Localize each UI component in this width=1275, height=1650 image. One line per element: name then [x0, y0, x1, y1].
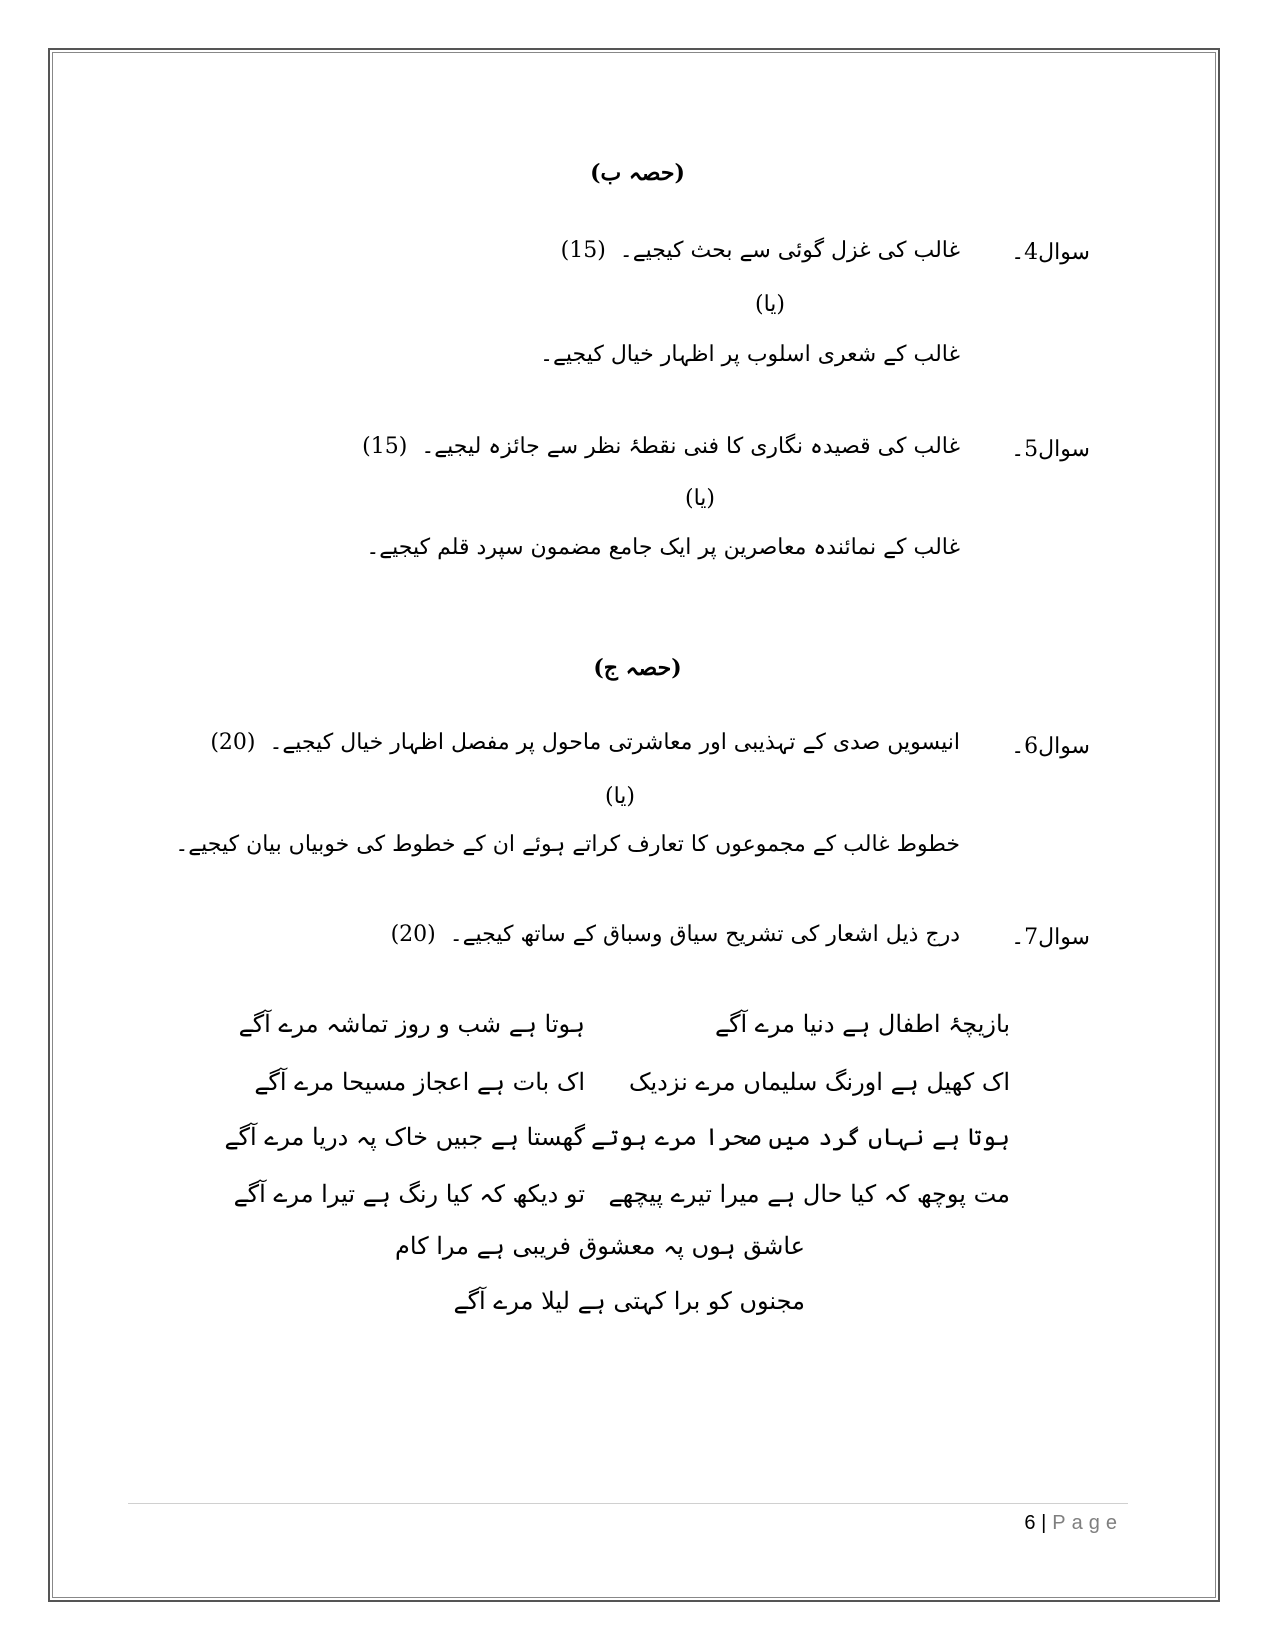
couplet-4-second: تو دیکھ کہ کیا رنگ ہے تیرا مرے آگے — [233, 1180, 585, 1208]
page-footer — [1024, 1512, 1123, 1535]
question-4-row — [561, 238, 960, 264]
question-6-row — [210, 730, 960, 756]
question-4-marks: (15) — [560, 238, 606, 263]
final-couplet-second: مجنوں کو برا کہتی ہے لیلا مرے آگے — [453, 1287, 805, 1315]
question-7-row — [391, 922, 960, 948]
question-5-alternative: غالب کے نمائندہ معاصرین پر ایک جامع مضمون سپرد قلم کیجیے۔ — [366, 535, 960, 560]
question-7-text: درج ذیل اشعار کی تشریح سیاق وسباق کے ساتھ کیجیے۔ — [449, 922, 960, 947]
section-b-heading: (حصہ ب) — [590, 160, 685, 186]
footer-separator: | — [1041, 1512, 1047, 1534]
question-6-marks: (20) — [210, 730, 256, 755]
question-7-label: سوال7۔ — [1011, 925, 1090, 950]
couplet-3-first: ہوتا ہے نہاں گرد میں صحرا مرے ہوتے — [590, 1123, 1010, 1151]
question-5-marks: (15) — [362, 434, 408, 459]
question-6-label: سوال6۔ — [1011, 734, 1090, 759]
question-4-alternative: غالب کے شعری اسلوب پر اظہار خیال کیجیے۔ — [540, 342, 960, 367]
page-border-inner — [52, 52, 1216, 1598]
final-couplet-first: عاشق ہوں پہ معشوق فریبی ہے مرا کام — [395, 1232, 805, 1260]
question-5-label: سوال5۔ — [1011, 437, 1090, 462]
question-6-alternative: خطوط غالب کے مجموعوں کا تعارف کراتے ہوئے ان کے خطوط کی خوبیاں بیان کیجیے۔ — [175, 832, 960, 857]
couplet-4-first: مت پوچھ کہ کیا حال ہے میرا تیرے پیچھے — [608, 1180, 1010, 1208]
question-4-label: سوال4۔ — [1011, 240, 1090, 265]
question-5-row — [362, 434, 960, 460]
question-7-marks: (20) — [390, 922, 436, 947]
footer-divider — [128, 1503, 1128, 1504]
page-label: Page — [1052, 1512, 1123, 1534]
question-6-or: (یا) — [605, 784, 635, 809]
question-4-or: (یا) — [755, 292, 785, 317]
couplet-1-second: ہوتا ہے شب و روز تماشہ مرے آگے — [238, 1010, 585, 1038]
question-5-text: غالب کی قصیدہ نگاری کا فنی نقطۂ نظر سے جائزہ لیجیے۔ — [421, 434, 960, 459]
question-5-or: (یا) — [685, 486, 715, 511]
couplet-3-second: گھستا ہے جبیں خاک پہ دریا مرے آگے — [224, 1123, 585, 1151]
question-4-text: غالب کی غزل گوئی سے بحث کیجیے۔ — [619, 238, 960, 263]
section-c-heading: (حصہ ج) — [593, 655, 682, 681]
page-number: 6 — [1024, 1512, 1036, 1534]
couplet-1-first: بازیچۂ اطفال ہے دنیا مرے آگے — [715, 1010, 1010, 1038]
couplet-2-second: اک بات ہے اعجاز مسیحا مرے آگے — [254, 1068, 585, 1096]
couplet-2-first: اک کھیل ہے اورنگ سلیماں مرے نزدیک — [629, 1068, 1010, 1096]
question-6-text: انیسویں صدی کے تہذیبی اور معاشرتی ماحول پر مفصل اظہار خیال کیجیے۔ — [269, 730, 960, 755]
